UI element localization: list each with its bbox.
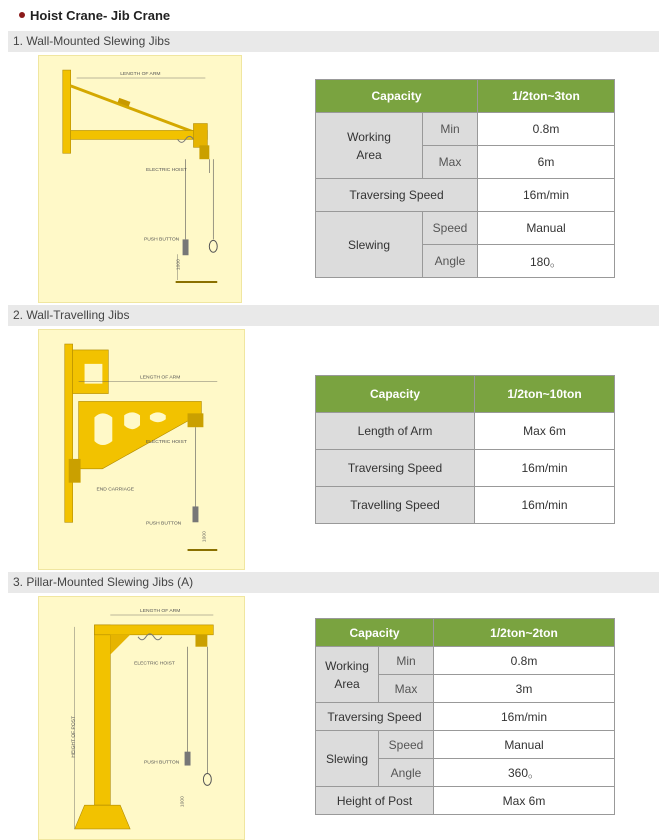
working-area-label: Working Area — [316, 647, 379, 703]
working-area-label: Working Area — [316, 113, 423, 179]
speed-label: Speed — [423, 212, 478, 245]
traversing-speed-label: Traversing Speed — [316, 703, 434, 731]
traversing-speed-value: 16m/min — [478, 179, 615, 212]
capacity-header: Capacity — [316, 80, 478, 113]
min-value: 0.8m — [434, 647, 615, 675]
section-heading-pillar-mounted: 3. Pillar-Mounted Slewing Jibs (A) — [8, 572, 659, 593]
speed-value: Manual — [478, 212, 615, 245]
min-label: Min — [379, 647, 434, 675]
max-label: Max — [379, 675, 434, 703]
max-label: Max — [423, 146, 478, 179]
speed-value: Manual — [434, 731, 615, 759]
capacity-header: Capacity — [316, 376, 475, 413]
height-of-post-label: Height of Post — [316, 787, 434, 815]
figure-label: 1000 — [180, 796, 186, 808]
spec-table-pillar-mounted — [315, 618, 615, 815]
traversing-speed-label: Traversing Speed — [316, 179, 478, 212]
speed-label: Speed — [379, 731, 434, 759]
figure-label: HEIGHT OF POST — [71, 716, 77, 758]
travelling-speed-value: 16m/min — [475, 487, 615, 524]
page-title — [19, 8, 170, 23]
capacity-value: 1/2ton~10ton — [475, 376, 615, 413]
figure-label: PUSH BUTTON — [143, 237, 180, 243]
figure-label: 1000 — [176, 259, 182, 271]
section-heading-wall-mounted: 1. Wall-Mounted Slewing Jibs — [8, 31, 659, 52]
traversing-speed-value: 16m/min — [434, 703, 615, 731]
angle-value: 180。 — [478, 245, 615, 278]
section-heading-wall-travelling: 2. Wall-Travelling Jibs — [8, 305, 659, 326]
page-title-text: Hoist Crane- Jib Crane — [30, 8, 171, 23]
slewing-label: Slewing — [316, 731, 379, 787]
length-of-arm-label: Length of Arm — [316, 413, 475, 450]
figure-label: END CARRIAGE — [96, 487, 135, 493]
angle-value: 360。 — [434, 759, 615, 787]
spec-table-wall-travelling — [315, 375, 615, 524]
traversing-speed-label: Traversing Speed — [316, 450, 475, 487]
figure-label: LENGTH OF ARM — [140, 609, 181, 615]
spec-table-wall-mounted — [315, 79, 615, 278]
wall-mounted-jib-diagram — [38, 55, 242, 303]
traversing-speed-value: 16m/min — [475, 450, 615, 487]
capacity-value: 1/2ton~3ton — [478, 80, 615, 113]
angle-label: Angle — [379, 759, 434, 787]
figure-label: ELECTRIC HOIST — [145, 440, 187, 446]
min-label: Min — [423, 113, 478, 146]
height-of-post-value: Max 6m — [434, 787, 615, 815]
figure-label: LENGTH OF ARM — [140, 375, 181, 381]
max-value: 3m — [434, 675, 615, 703]
wall-travelling-jib-diagram — [38, 329, 245, 570]
slewing-label: Slewing — [316, 212, 423, 278]
length-of-arm-value: Max 6m — [475, 413, 615, 450]
figure-label: ELECTRIC HOIST — [145, 168, 187, 174]
min-value: 0.8m — [478, 113, 615, 146]
pillar-mounted-jib-diagram — [38, 596, 245, 840]
capacity-header: Capacity — [316, 619, 434, 647]
figure-label: LENGTH OF ARM — [120, 72, 161, 78]
figure-label: PUSH BUTTON — [145, 521, 182, 527]
capacity-value: 1/2ton~2ton — [434, 619, 615, 647]
travelling-speed-label: Travelling Speed — [316, 487, 475, 524]
figure-label: ELECTRIC HOIST — [134, 661, 175, 667]
figure-label: 1000 — [202, 531, 208, 543]
bullet-icon — [19, 12, 25, 18]
figure-label: PUSH BUTTON — [143, 760, 180, 766]
angle-label: Angle — [423, 245, 478, 278]
max-value: 6m — [478, 146, 615, 179]
